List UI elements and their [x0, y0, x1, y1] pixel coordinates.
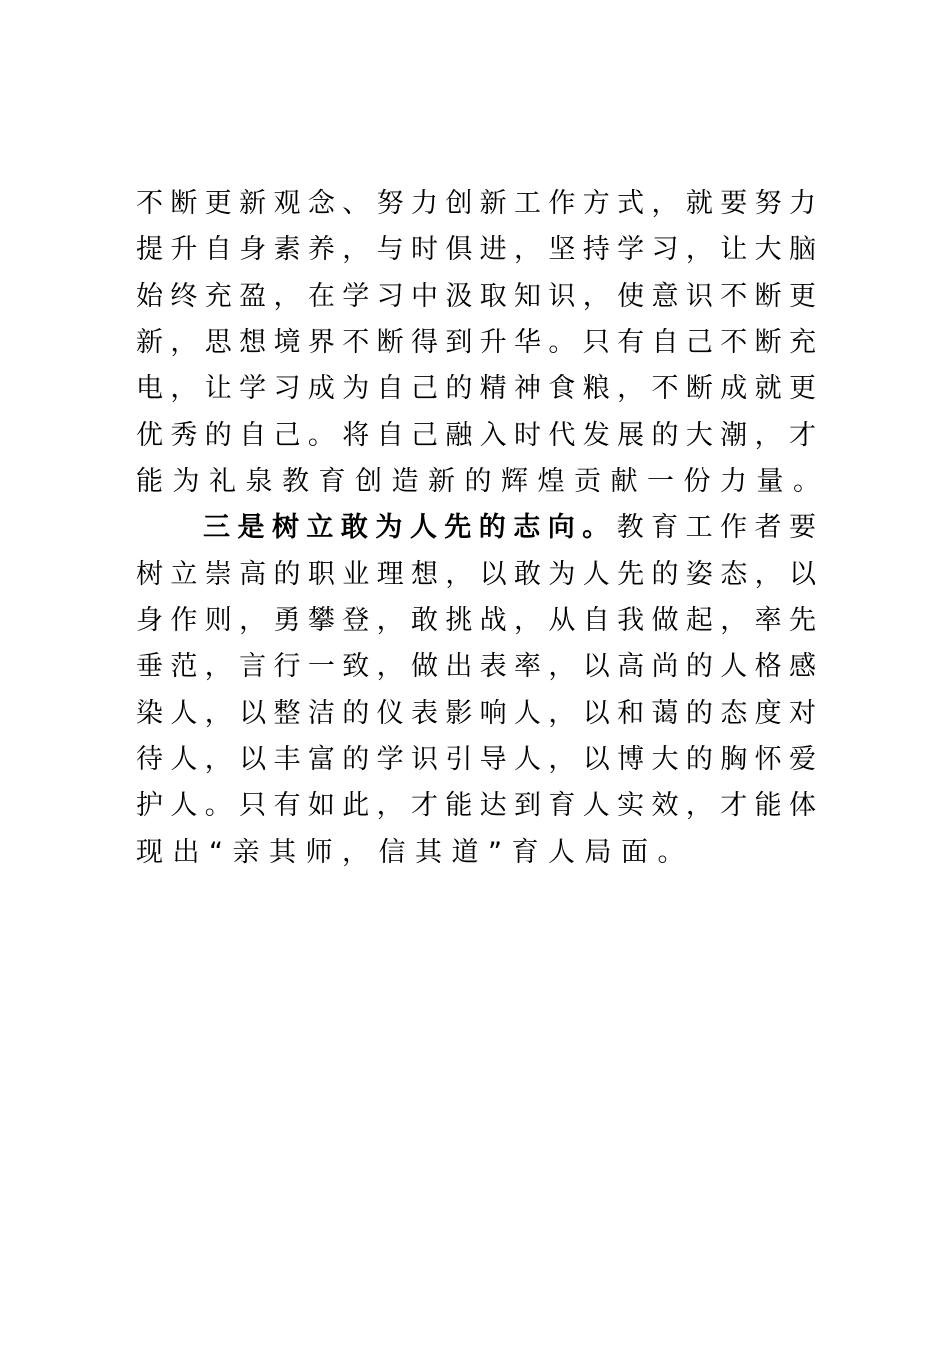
paragraph-heading: 三是树立敢为人先的志向。 [203, 512, 617, 543]
text-line [136, 835, 816, 871]
text-line: 不断更新观念、努力创新工作方式，就要努力 [136, 188, 816, 219]
text-line: 电，让学习成为自己的精神食粮，不断成就更 [136, 373, 816, 404]
text-line: 垂范，言行一致，做出表率，以高尚的人格感 [136, 651, 816, 682]
text-line-content: 能为礼泉教育创造新的辉煌贡献一份力量。 [136, 466, 830, 497]
text-line: 待人，以丰富的学识引导人，以博大的胸怀爱 [136, 744, 816, 775]
text-line [136, 464, 830, 500]
text-line: 优秀的自己。将自己融入时代发展的大潮，才 [136, 420, 816, 451]
text-line-content: 现出“亲其师，信其道”育人局面。 [136, 837, 694, 868]
text-line: 始终充盈，在学习中汲取知识，使意识不断更 [136, 281, 816, 312]
text-line-content: 教育工作者要 [616, 512, 817, 543]
text-line-first [203, 510, 816, 546]
text-line: 新，思想境界不断得到升华。只有自己不断充 [136, 327, 816, 358]
text-line: 染人，以整洁的仪表影响人，以和蔼的态度对 [136, 698, 816, 729]
text-line: 树立崇高的职业理想，以敢为人先的姿态，以 [136, 559, 816, 590]
text-line: 护人。只有如此，才能达到育人实效，才能体 [136, 790, 816, 821]
text-line: 身作则，勇攀登，敢挑战，从自我做起，率先 [136, 605, 816, 636]
text-line: 提升自身素养，与时俱进，坚持学习，让大脑 [136, 234, 816, 265]
